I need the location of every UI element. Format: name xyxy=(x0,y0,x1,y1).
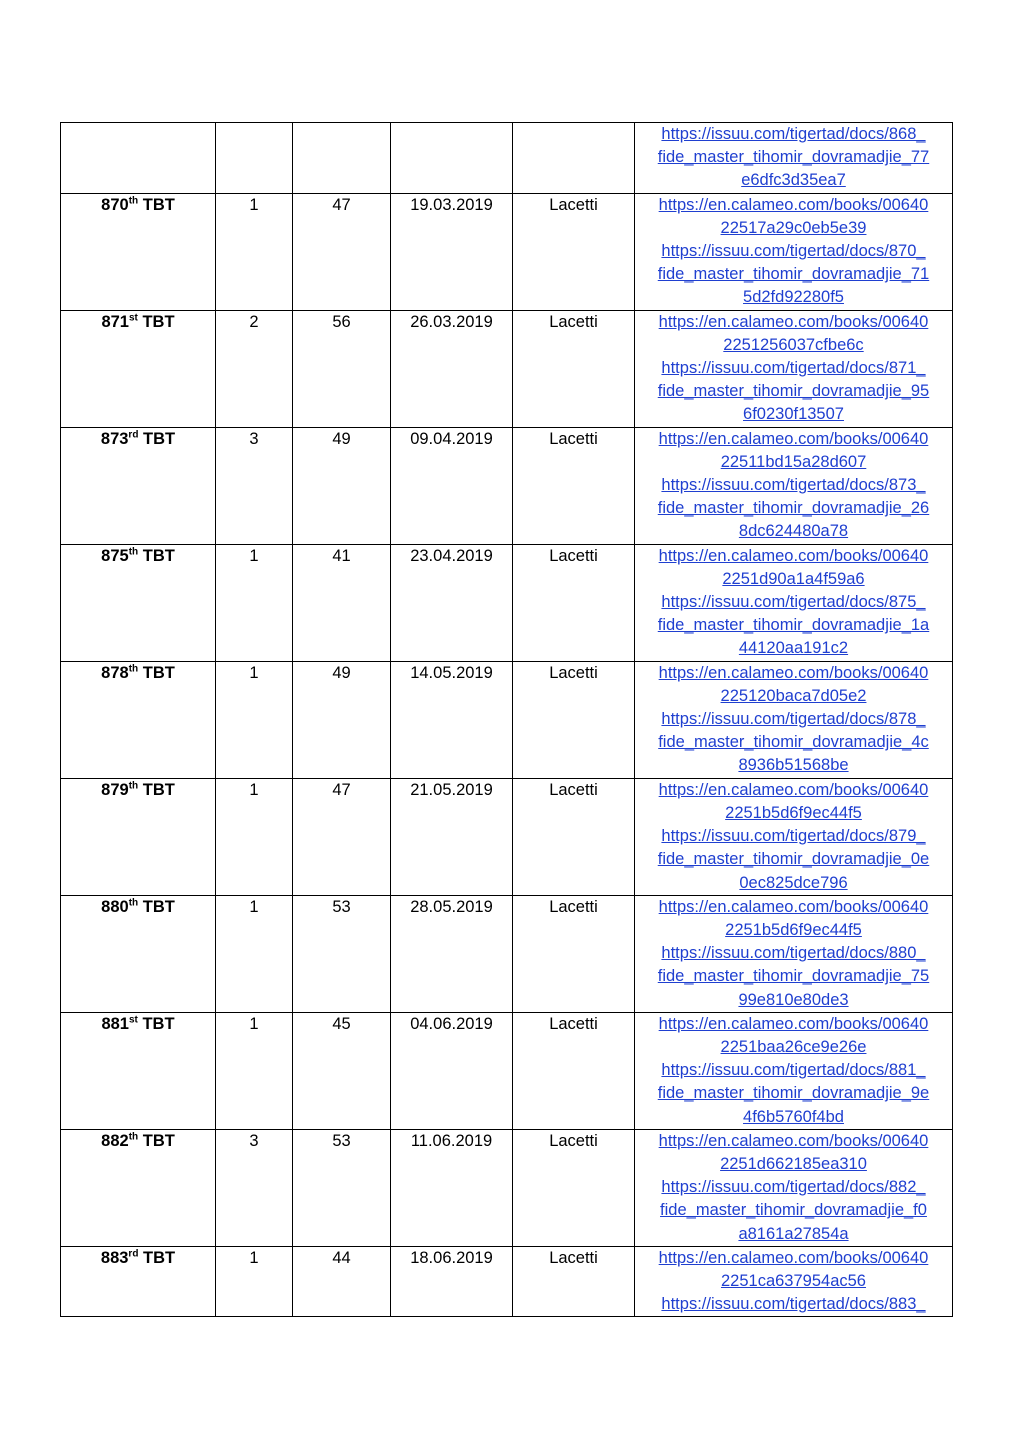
issuu-link[interactable]: 8dc624480a78 xyxy=(738,522,849,541)
issuu-link[interactable]: 6f0230f13507 xyxy=(743,405,844,424)
calameo-link[interactable]: https://en.calameo.com/books/00640 xyxy=(658,780,929,799)
table-row xyxy=(61,661,953,778)
ordinal-suffix: st xyxy=(128,312,138,324)
issuu-link[interactable]: fide_master_tihomir_dovramadjie_77 xyxy=(657,148,930,167)
round-cell: 1 xyxy=(216,544,293,661)
opening-cell: Lacetti xyxy=(513,1246,635,1317)
date-cell: 11.06.2019 xyxy=(391,1129,513,1246)
calameo-link[interactable]: https://en.calameo.com/books/00640 xyxy=(658,1014,929,1033)
tbt-number-cell xyxy=(61,544,216,661)
date-cell: 04.06.2019 xyxy=(391,1012,513,1129)
issuu-link[interactable]: https://issuu.com/tigertad/docs/878_ xyxy=(661,710,926,729)
ordinal-suffix: st xyxy=(128,1014,138,1026)
links-cell xyxy=(635,661,953,778)
tbt-number: 870 xyxy=(101,195,129,214)
ordinal-suffix: th xyxy=(128,546,139,558)
tbt-tag: TBT xyxy=(138,546,175,565)
date-cell: 23.04.2019 xyxy=(391,544,513,661)
issuu-link[interactable]: 4f6b5760f4bd xyxy=(743,1107,844,1126)
tbt-number-cell xyxy=(61,661,216,778)
round-cell: 3 xyxy=(216,427,293,544)
table-row xyxy=(61,193,953,310)
round-cell: 1 xyxy=(216,1012,293,1129)
tbt-number: 875 xyxy=(101,546,129,565)
date-cell: 28.05.2019 xyxy=(391,895,513,1012)
calameo-link[interactable]: 2251d90a1a4f59a6 xyxy=(722,569,865,588)
tbt-tag: TBT xyxy=(138,663,175,682)
opening-cell: Lacetti xyxy=(513,1129,635,1246)
tbt-number-cell xyxy=(61,1246,216,1317)
issuu-link[interactable]: 99e810e80de3 xyxy=(738,990,849,1009)
tbt-number-cell xyxy=(61,193,216,310)
opening-cell: Lacetti xyxy=(513,1012,635,1129)
tbt-tag: TBT xyxy=(138,1131,175,1150)
moves-cell: 53 xyxy=(293,895,391,1012)
issuu-link[interactable]: 44120aa191c2 xyxy=(738,639,849,658)
calameo-link[interactable]: 2251b5d6f9ec44f5 xyxy=(725,920,862,939)
ordinal-suffix: th xyxy=(128,1131,139,1143)
tbt-number-cell xyxy=(61,778,216,895)
ordinal-suffix: th xyxy=(128,780,139,792)
calameo-link[interactable]: https://en.calameo.com/books/00640 xyxy=(658,1248,929,1267)
issuu-link[interactable]: fide_master_tihomir_dovramadjie_0e xyxy=(657,850,930,869)
calameo-link[interactable]: https://en.calameo.com/books/00640 xyxy=(658,663,929,682)
issuu-link[interactable]: fide_master_tihomir_dovramadjie_9e xyxy=(657,1084,930,1103)
issuu-link[interactable]: https://issuu.com/tigertad/docs/873_ xyxy=(661,476,926,495)
issuu-link[interactable]: https://issuu.com/tigertad/docs/879_ xyxy=(661,827,926,846)
moves-cell: 47 xyxy=(293,193,391,310)
table-row xyxy=(61,544,953,661)
tbt-tag: TBT xyxy=(138,897,175,916)
issuu-link[interactable]: 0ec825dce796 xyxy=(739,873,848,892)
opening-cell: Lacetti xyxy=(513,193,635,310)
empty-cell xyxy=(216,123,293,194)
links-cell xyxy=(635,427,953,544)
issuu-link[interactable]: 8936b51568be xyxy=(738,756,849,775)
table-row xyxy=(61,427,953,544)
links-cell xyxy=(635,1129,953,1246)
calameo-link[interactable]: 22517a29c0eb5e39 xyxy=(720,218,867,237)
links-cell xyxy=(635,544,953,661)
tbt-number: 871 xyxy=(101,312,129,331)
opening-cell: Lacetti xyxy=(513,895,635,1012)
links-cell xyxy=(635,123,953,194)
round-cell: 1 xyxy=(216,895,293,1012)
table-row xyxy=(61,895,953,1012)
moves-cell: 56 xyxy=(293,310,391,427)
calameo-link[interactable]: 2251baa26ce9e26e xyxy=(720,1037,867,1056)
issuu-link[interactable]: 5d2fd92280f5 xyxy=(743,288,844,307)
tbt-tag: TBT xyxy=(137,1014,175,1033)
tbt-number: 878 xyxy=(101,663,129,682)
round-cell: 1 xyxy=(216,1246,293,1317)
table-row xyxy=(61,1012,953,1129)
links-cell xyxy=(635,193,953,310)
date-cell: 26.03.2019 xyxy=(391,310,513,427)
ordinal-suffix: th xyxy=(128,195,139,207)
issuu-link[interactable]: e6dfc3d35ea7 xyxy=(741,171,846,190)
issuu-link[interactable]: fide_master_tihomir_dovramadjie_26 xyxy=(657,499,930,518)
tbt-number: 873 xyxy=(100,429,129,448)
date-cell: 21.05.2019 xyxy=(391,778,513,895)
empty-cell xyxy=(513,123,635,194)
links-cell xyxy=(635,895,953,1012)
table-row xyxy=(61,778,953,895)
round-cell: 1 xyxy=(216,778,293,895)
issuu-link[interactable]: https://issuu.com/tigertad/docs/881_ xyxy=(661,1061,926,1080)
moves-cell: 44 xyxy=(293,1246,391,1317)
issuu-link[interactable]: https://issuu.com/tigertad/docs/880_ xyxy=(661,944,926,963)
tbt-number-cell xyxy=(61,1012,216,1129)
links-cell xyxy=(635,778,953,895)
tbt-tag: TBT xyxy=(137,312,175,331)
calameo-link[interactable]: https://en.calameo.com/books/00640 xyxy=(658,1131,929,1150)
moves-cell: 49 xyxy=(293,661,391,778)
links-cell xyxy=(635,1246,953,1317)
round-cell: 2 xyxy=(216,310,293,427)
ordinal-suffix: rd xyxy=(128,429,139,441)
moves-cell: 53 xyxy=(293,1129,391,1246)
tbt-tag: TBT xyxy=(138,780,175,799)
calameo-link[interactable]: https://en.calameo.com/books/00640 xyxy=(658,546,929,565)
issuu-link[interactable]: fide_master_tihomir_dovramadjie_1a xyxy=(657,616,930,635)
tbt-tag: TBT xyxy=(138,429,176,448)
date-cell: 18.06.2019 xyxy=(391,1246,513,1317)
ordinal-suffix: rd xyxy=(128,1248,139,1260)
tbt-number: 882 xyxy=(101,1131,129,1150)
empty-cell xyxy=(391,123,513,194)
tbt-number: 881 xyxy=(101,1014,129,1033)
issuu-link[interactable]: https://issuu.com/tigertad/docs/871_ xyxy=(661,359,926,378)
tbt-tag: TBT xyxy=(138,1248,176,1267)
opening-cell: Lacetti xyxy=(513,310,635,427)
issuu-link[interactable]: https://issuu.com/tigertad/docs/883_ xyxy=(661,1295,926,1314)
calameo-link[interactable]: 22511bd15a28d607 xyxy=(720,452,867,471)
round-cell: 3 xyxy=(216,1129,293,1246)
empty-cell xyxy=(293,123,391,194)
issuu-link[interactable]: https://issuu.com/tigertad/docs/868_ xyxy=(661,125,926,143)
calameo-link[interactable]: 225120baca7d05e2 xyxy=(720,686,867,705)
calameo-link[interactable]: 2251ca637954ac56 xyxy=(721,1271,866,1290)
tbt-number-cell xyxy=(61,1129,216,1246)
round-cell: 1 xyxy=(216,193,293,310)
issuu-link[interactable]: https://issuu.com/tigertad/docs/870_ xyxy=(661,242,926,261)
calameo-link[interactable]: 2251d662185ea310 xyxy=(720,1154,867,1173)
links-cell xyxy=(635,310,953,427)
links-cell xyxy=(635,1012,953,1129)
table-row xyxy=(61,1129,953,1246)
round-cell: 1 xyxy=(216,661,293,778)
calameo-link[interactable]: 2251b5d6f9ec44f5 xyxy=(725,803,862,822)
calameo-link[interactable]: https://en.calameo.com/books/00640 xyxy=(658,312,929,331)
moves-cell: 49 xyxy=(293,427,391,544)
date-cell: 09.04.2019 xyxy=(391,427,513,544)
issuu-link[interactable]: fide_master_tihomir_dovramadjie_95 xyxy=(657,382,930,401)
tbt-number: 880 xyxy=(101,897,129,916)
issuu-link[interactable]: fide_master_tihomir_dovramadjie_71 xyxy=(657,265,930,284)
table-row xyxy=(61,310,953,427)
tbt-tag: TBT xyxy=(138,195,175,214)
table-row xyxy=(61,1246,953,1317)
opening-cell: Lacetti xyxy=(513,544,635,661)
opening-cell: Lacetti xyxy=(513,427,635,544)
tbt-number-cell xyxy=(61,895,216,1012)
moves-cell: 47 xyxy=(293,778,391,895)
tbt-number-cell xyxy=(61,427,216,544)
moves-cell: 41 xyxy=(293,544,391,661)
empty-cell xyxy=(61,123,216,194)
issuu-link[interactable]: fide_master_tihomir_dovramadjie_f0 xyxy=(660,1201,927,1220)
ordinal-suffix: th xyxy=(128,663,139,675)
calameo-link[interactable]: 2251256037cfbe6c xyxy=(723,335,864,354)
ordinal-suffix: th xyxy=(128,897,139,909)
opening-cell: Lacetti xyxy=(513,778,635,895)
issuu-link[interactable]: fide_master_tihomir_dovramadjie_75 xyxy=(657,967,930,986)
moves-cell: 45 xyxy=(293,1012,391,1129)
table-row xyxy=(61,123,953,194)
calameo-link[interactable]: https://en.calameo.com/books/00640 xyxy=(658,429,929,448)
issuu-link[interactable]: https://issuu.com/tigertad/docs/882_ xyxy=(661,1178,926,1197)
date-cell: 14.05.2019 xyxy=(391,661,513,778)
opening-cell: Lacetti xyxy=(513,661,635,778)
table-body xyxy=(61,123,953,1317)
date-cell: 19.03.2019 xyxy=(391,193,513,310)
tbt-number-cell xyxy=(61,310,216,427)
issuu-link[interactable]: a8161a27854a xyxy=(738,1224,849,1243)
issuu-link[interactable]: fide_master_tihomir_dovramadjie_4c xyxy=(658,733,929,752)
calameo-link[interactable]: https://en.calameo.com/books/00640 xyxy=(658,897,929,916)
games-table xyxy=(60,122,953,1317)
issuu-link[interactable]: https://issuu.com/tigertad/docs/875_ xyxy=(661,593,926,612)
calameo-link[interactable]: https://en.calameo.com/books/00640 xyxy=(658,195,929,214)
tbt-number: 879 xyxy=(101,780,129,799)
tbt-number: 883 xyxy=(100,1248,129,1267)
